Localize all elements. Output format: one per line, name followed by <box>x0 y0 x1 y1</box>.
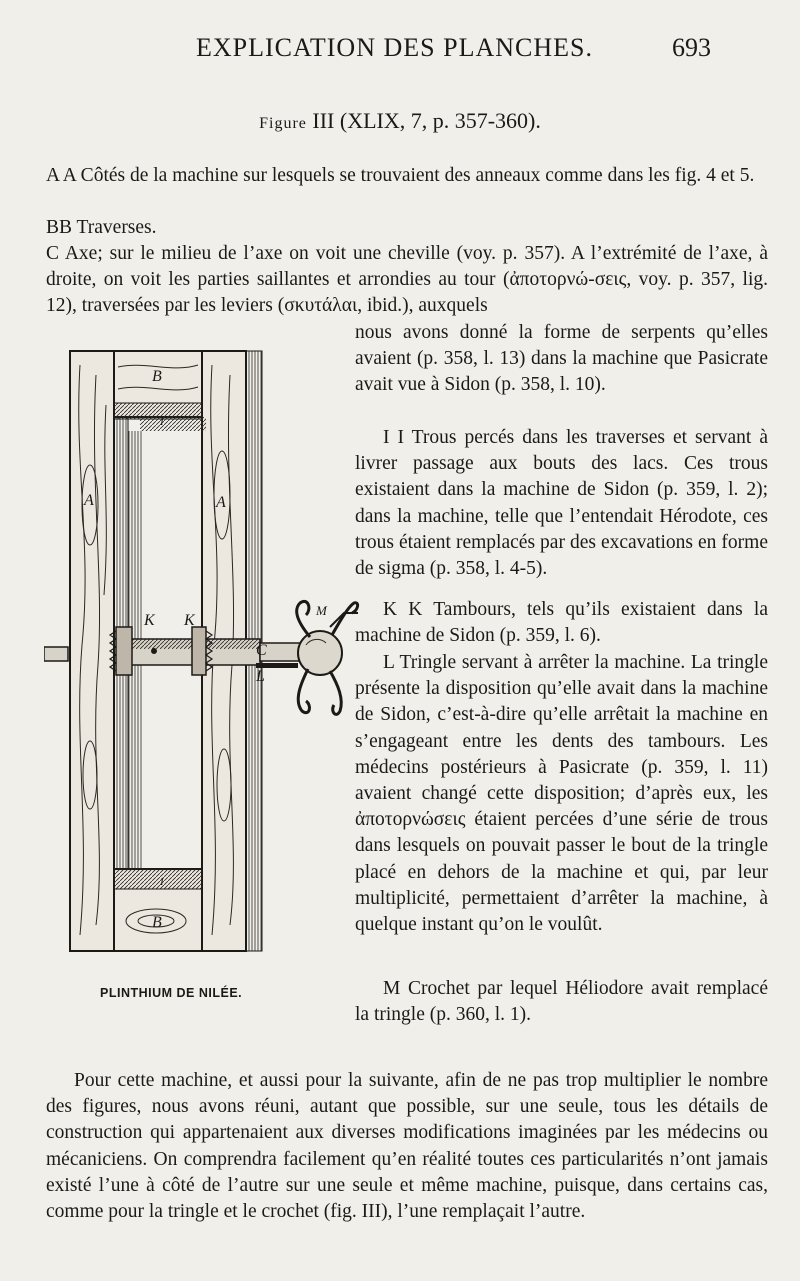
legend-bb: BB Traverses. <box>46 217 157 238</box>
axle-knob <box>298 631 342 675</box>
figure-caption: PLINTHIUM DE NILÉE. <box>100 986 243 1000</box>
label-k-left: K <box>144 612 155 629</box>
legend-kk: K K Tambours, tels qu’ils existaient dans la machine de Sidon (p. 359, l. 6). <box>355 599 768 647</box>
legend-aa: A A Côtés de la machine sur lesquels se trouvaient des anneaux comme dans les fig. 4 et 5. <box>46 165 755 186</box>
label-b-top: B <box>152 368 162 385</box>
label-i-bottom: I <box>160 876 164 888</box>
legend-m: M Crochet par lequel Héliodore avait remplacé la tringle (p. 360, l. 1). <box>355 978 768 1026</box>
legend-c: C Axe; sur le milieu de l’axe on voit une cheville (voy. p. 357). A l’extrémité de l’axe, à droite, on voit les parties saillantes et arrondies au tour (ἀποτορνώ-σεις, voy. p. 357, lig. 12), traversées par les leviers (σκυτάλαι, ibid.), auxquels <box>46 243 768 317</box>
label-a-left: A <box>84 492 94 509</box>
bottom-traverse <box>114 869 202 951</box>
machine-engraving <box>44 345 362 957</box>
legend-ii: I I Trous percés dans les traverses et servant à livrer passage aux bouts des lacs. Ces trous existaient dans la machine de Sidon (p. 359, l. 2); dans la machine, telle que l’entendait Hérodote, ces trous étaient remplacés par des excavations en forme de sigma (p. 358, l. 4-5). <box>355 427 768 580</box>
label-i-top: I <box>160 416 164 428</box>
legend-c-continued: nous avons donné la forme de serpents qu’elles avaient (p. 358, l. 13) dans la machine que Pasicrate avait vue à Sidon (p. 358, l. 10). <box>355 322 768 396</box>
label-m: M <box>316 603 327 618</box>
closing-paragraph: Pour cette machine, et aussi pour la suivante, afin de ne pas trop multiplier le nombre des figures, nous avons réuni, autant que possible, sur une seule, tous les détails de construction qui appartenaient aux diverses modifications imaginées par les médecins ou mécaniciens. On comprendra facilement qu’en réalité toutes ces particularités n’ont jamais existé l’une à côté de l’autre sur une seule et même machine, puisque, dans certains cas, comme pour la tringle et le crochet (fig. III), l’une remplaçait l’autre. <box>46 1070 768 1223</box>
figure-heading-rest: III (XLIX, 7, p. 357-360). <box>306 108 541 133</box>
header-title: EXPLICATION DES PLANCHES. <box>196 33 593 62</box>
page-number: 693 <box>672 33 711 62</box>
label-c: C <box>256 642 267 659</box>
label-a-right: A <box>216 494 226 511</box>
axle-peg <box>151 648 157 654</box>
label-l: L <box>256 668 265 685</box>
figure-heading-prefix: Figure <box>259 115 307 132</box>
label-b-bottom: B <box>152 914 162 931</box>
legend-l: L Tringle servant à arrêter la machine. La tringle présente la disposition qu’elle avait dans la machine de Sidon, c’est-à-dire qu’elle arrêtait la machine en s’engageant entre les dents des tambours. Les médecins postérieurs à Pasicrate (p. 359, l. 11) avaient changé cette disposition; d’après eux, les ἀποτορνώσεις étaient percées d’une série de trous dans lesquels on pouvait passer le bout de la tringle placé en dehors de la machine et qui, par leur multiplicité, permettaient d’arrêter la machine, à quelque instant qu’on le voulût. <box>355 652 768 936</box>
label-k-right: K <box>184 612 195 629</box>
figure-heading <box>0 108 800 134</box>
running-header <box>0 33 800 67</box>
